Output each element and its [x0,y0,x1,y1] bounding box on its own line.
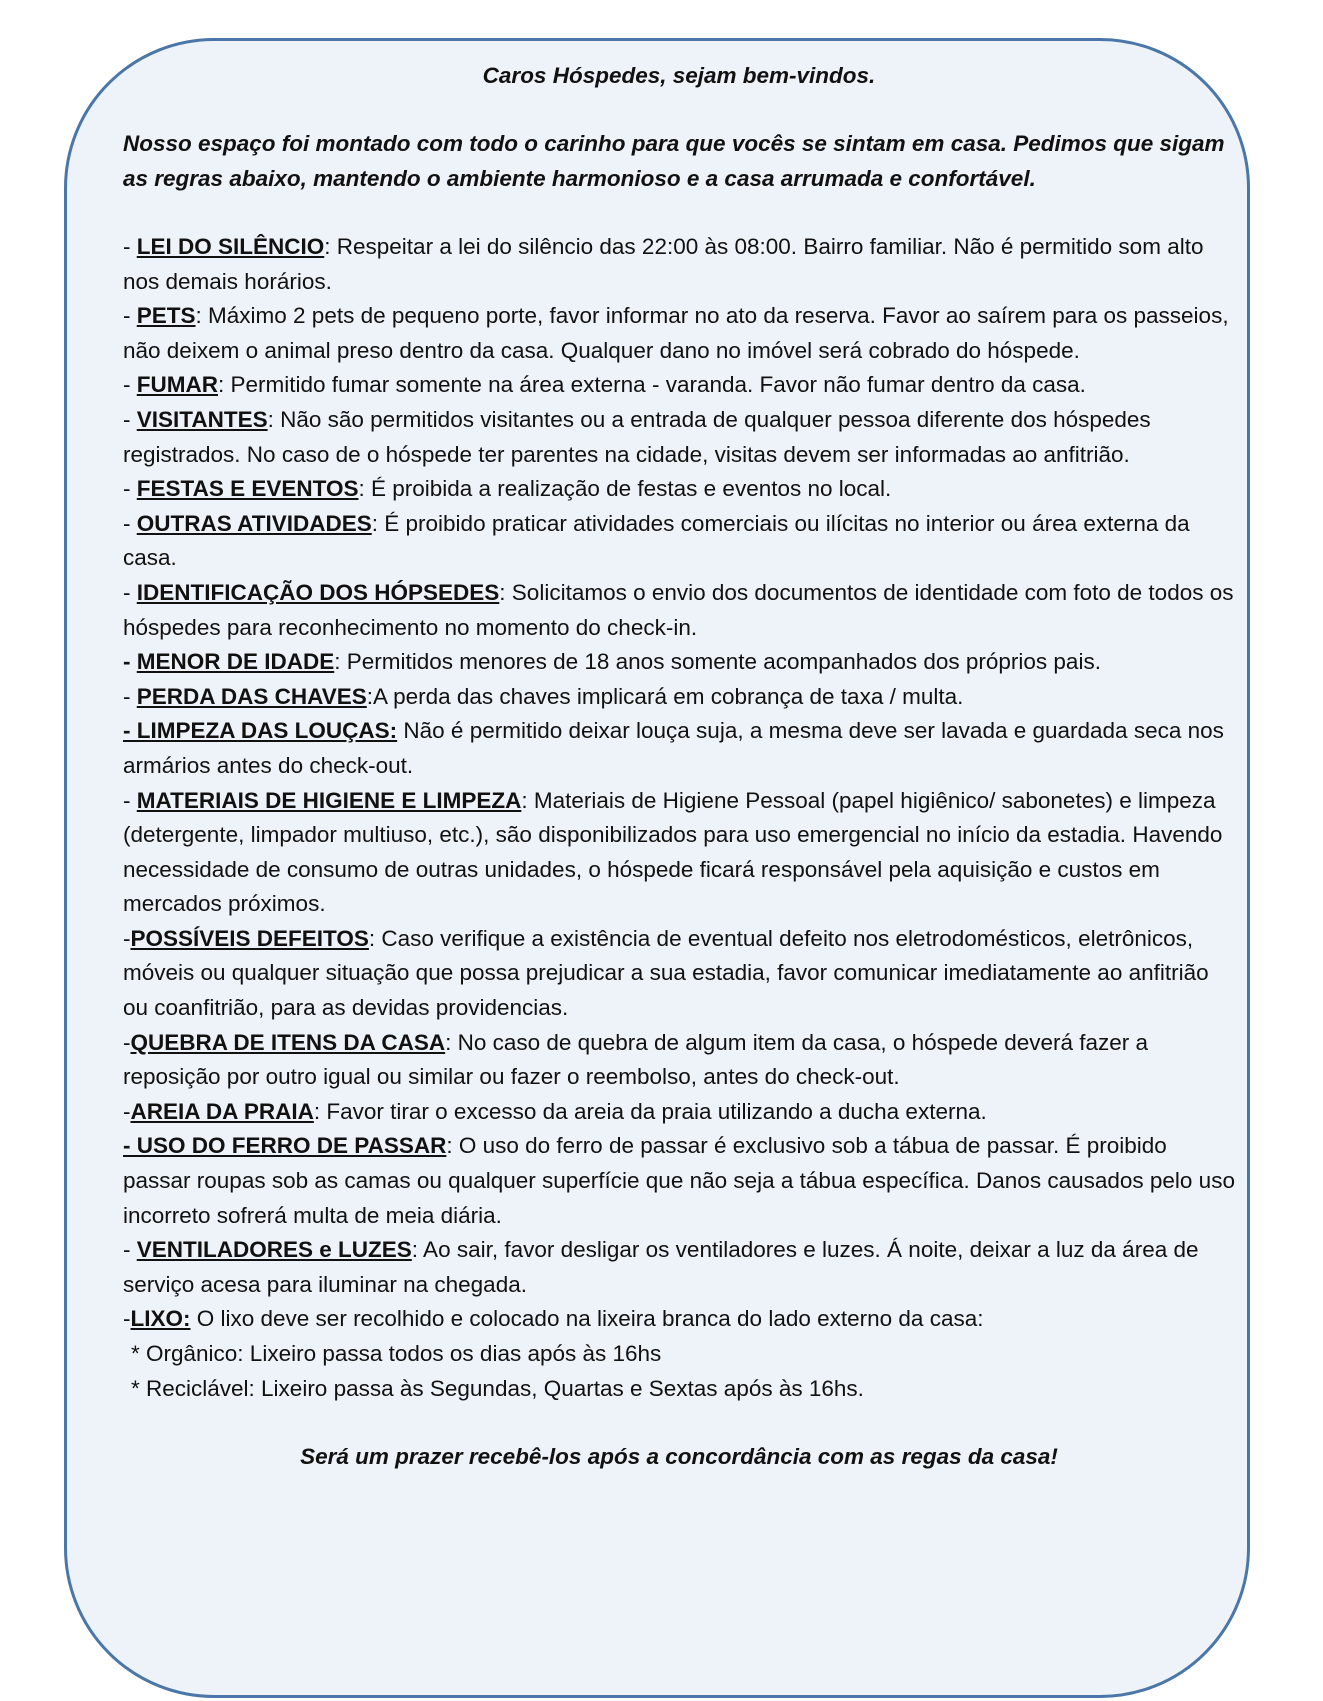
rule-festas-e-eventos: - FESTAS E EVENTOS: É proibida a realização de festas e eventos no local. [123,476,892,502]
rule-materiais-de-higiene: - MATERIAIS DE HIGIENE E LIMPEZA: Materiais de Higiene Pessoal (papel higiênico/ sabonetes) e limpeza (detergente, limpador multiuso, etc.), são disponibilizados para uso emergencial no início da estadia. Havendo necessidade de consumo de outras unidades, o hóspede ficará responsável pela aquisição e custos em mercados próximos. [123,787,1223,917]
rule-identificacao: - IDENTIFICAÇÃO DOS HÓPSEDES: Solicitamos o envio dos documentos de identidade com foto de todos os hóspedes para reconhecimento no momento do check-in. [123,579,1234,640]
rule-text: : Materiais de Higiene Pessoal (papel higiênico/ sabonetes) e limpeza (detergente, limpador multiuso, etc.), são disponibilizados para uso emergencial no início da estadia. Havendo necessidade de consumo de outras unidades, o hóspede ficará responsável pela aquisição e custos em mercados próximos. [123,787,1223,917]
rule-text: : Não são permitidos visitantes ou a entrada de qualquer pessoa diferente dos hóspedes registrados. No caso de o hóspede ter parentes na cidade, visitas devem ser informadas ao anfitrião. [123,406,1151,467]
rule-lei-do-silencio: - LEI DO SILÊNCIO: Respeitar a lei do silêncio das 22:00 às 08:00. Bairro familiar. Não é permitido som alto nos demais horários. [123,234,1204,294]
rule-perda-das-chaves: - PERDA DAS CHAVES:A perda das chaves implicará em cobrança de taxa / multa. [123,683,964,709]
rule-key: VENTILADORES e LUZES [136,1237,412,1263]
rule-possiveis-defeitos: -POSSÍVEIS DEFEITOS: Caso verifique a existência de eventual defeito nos eletrodomésticos, eletrônicos, móveis ou qualquer situação que possa prejudicar a sua estadia, favor comunicar imediatamente ao anfitrião ou coanfitrião, para as devidas providencias. [123,925,1209,1021]
closing-message: Será um prazer recebê-los após a concordância com as regas da casa! [300,1444,1058,1470]
rule-key: - USO DO FERRO DE PASSAR [123,1133,447,1159]
rule-menor-de-idade: - MENOR DE IDADE: Permitidos menores de 18 anos somente acompanhados dos próprios pais. [123,649,1101,675]
rule-key: FUMAR [136,372,218,398]
rules-list [123,230,1235,1406]
rule-lixo: -LIXO: O lixo deve ser recolhido e colocado na lixeira branca do lado externo da casa: [123,1306,984,1332]
rule-text: : Máximo 2 pets de pequeno porte, favor informar no ato da reserva. Favor ao saírem para os passeios, não deixem o animal preso dentro da casa. Qualquer dano no imóvel será cobrado do hóspede. [123,303,1229,363]
rule-key: QUEBRA DE ITENS DA CASA [130,1029,446,1055]
lixo-reciclavel-item: * Reciclável: Lixeiro passa às Segundas, Quartas e Sextas após às 16hs. [131,1375,864,1401]
rule-key: OUTRAS ATIVIDADES [136,510,372,536]
rule-text: : No caso de quebra de algum item da casa, o hóspede deverá fazer a reposição por outro igual ou similar ou fazer o reembolso, antes do check-out. [123,1029,1149,1090]
rule-limpeza-das-loucas [123,714,1235,783]
rule-text: : É proibido praticar atividades comerciais ou ilícitas no interior ou área externa da casa. [123,510,1190,571]
house-rules-card [64,38,1250,1698]
rule-key: - LIMPEZA DAS LOUÇAS: [123,718,398,744]
rule-key: POSSÍVEIS DEFEITOS [130,925,369,951]
rule-text: : Favor tirar o excesso da areia da praia utilizando a ducha externa. [313,1098,987,1124]
rule-pets: - PETS: Máximo 2 pets de pequeno porte, favor informar no ato da reserva. Favor ao saírem para os passeios, não deixem o animal preso dentro da casa. Qualquer dano no imóvel será cobrado do hóspede. [123,303,1229,363]
rule-visitantes: - VISITANTES: Não são permitidos visitantes ou a entrada de qualquer pessoa diferente dos hóspedes registrados. No caso de o hóspede ter parentes na cidade, visitas devem ser informadas ao anfitrião. [123,406,1151,467]
rule-text: : Respeitar a lei do silêncio das 22:00 às 08:00. Bairro familiar. Não é permitido som alto nos demais horários. [123,234,1204,294]
rule-text: : Permitidos menores de 18 anos somente acompanhados dos próprios pais. [334,649,1101,675]
rule-uso-do-ferro [123,1129,1235,1233]
rule-key: MENOR DE IDADE [136,649,335,675]
rule-ventiladores-e-luzes: - VENTILADORES e LUZES: Ao sair, favor desligar os ventiladores e luzes. Á noite, deixar a luz da área de serviço acesa para iluminar na chegada. [123,1237,1199,1297]
rule-outras-atividades: - OUTRAS ATIVIDADES: É proibido praticar atividades comerciais ou ilícitas no interior ou área externa da casa. [123,510,1190,571]
rule-text: : Ao sair, favor desligar os ventiladores e luzes. Á noite, deixar a luz da área de serviço acesa para iluminar na chegada. [123,1237,1199,1297]
rule-key: MATERIAIS DE HIGIENE E LIMPEZA [136,787,522,813]
rules-content [123,59,1235,1474]
welcome-title: Caros Hóspedes, sejam bem-vindos. [482,63,876,88]
rule-text: : O uso do ferro de passar é exclusivo sob a tábua de passar. É proibido passar roupas sob as camas ou qualquer superfície que não seja a tábua específica. Danos causados pelo uso incorreto sofrerá multa de meia diária. [123,1133,1235,1228]
rule-text: : Caso verifique a existência de eventual defeito nos eletrodomésticos, eletrônicos, móveis ou qualquer situação que possa prejudicar a sua estadia, favor comunicar imediatamente ao anfitrião ou coanfitrião, para as devidas providencias. [123,925,1209,1021]
rule-text: : É proibida a realização de festas e eventos no local. [358,476,892,502]
rule-key: PETS [136,303,196,329]
rule-key: IDENTIFICAÇÃO DOS HÓPSEDES [136,579,500,605]
rule-text: : Solicitamos o envio dos documentos de identidade com foto de todos os hóspedes para reconhecimento no momento do check-in. [123,579,1234,640]
rule-key: PERDA DAS CHAVES [136,683,367,709]
lixo-organico-item: * Orgânico: Lixeiro passa todos os dias após às 16hs [131,1341,662,1366]
rule-text: :A perda das chaves implicará em cobrança de taxa / multa. [366,683,964,709]
rule-quebra-de-itens: -QUEBRA DE ITENS DA CASA: No caso de quebra de algum item da casa, o hóspede deverá fazer a reposição por outro igual ou similar ou fazer o reembolso, antes do check-out. [123,1029,1149,1090]
rule-areia-da-praia: -AREIA DA PRAIA: Favor tirar o excesso da areia da praia utilizando a ducha externa. [123,1098,987,1124]
intro-paragraph: Nosso espaço foi montado com todo o carinho para que vocês se sintam em casa. Pedimos que sigam as regras abaixo, mantendo o ambiente harmonioso e a casa arrumada e confortável. [123,131,1225,191]
rule-key: AREIA DA PRAIA [130,1098,314,1124]
rule-key: VISITANTES [136,406,268,432]
rule-key: LEI DO SILÊNCIO [136,234,325,259]
rule-key: FESTAS E EVENTOS [136,476,359,502]
rule-text: O lixo deve ser recolhido e colocado na lixeira branca do lado externo da casa: [190,1306,984,1332]
rule-key: LIXO: [130,1306,191,1332]
rule-text: : Permitido fumar somente na área externa - varanda. Favor não fumar dentro da casa. [217,372,1086,398]
rule-text: Não é permitido deixar louça suja, a mesma deve ser lavada e guardada seca nos armários antes do check-out. [123,718,1224,778]
rule-fumar: - FUMAR: Permitido fumar somente na área externa - varanda. Favor não fumar dentro da casa. [123,372,1086,398]
